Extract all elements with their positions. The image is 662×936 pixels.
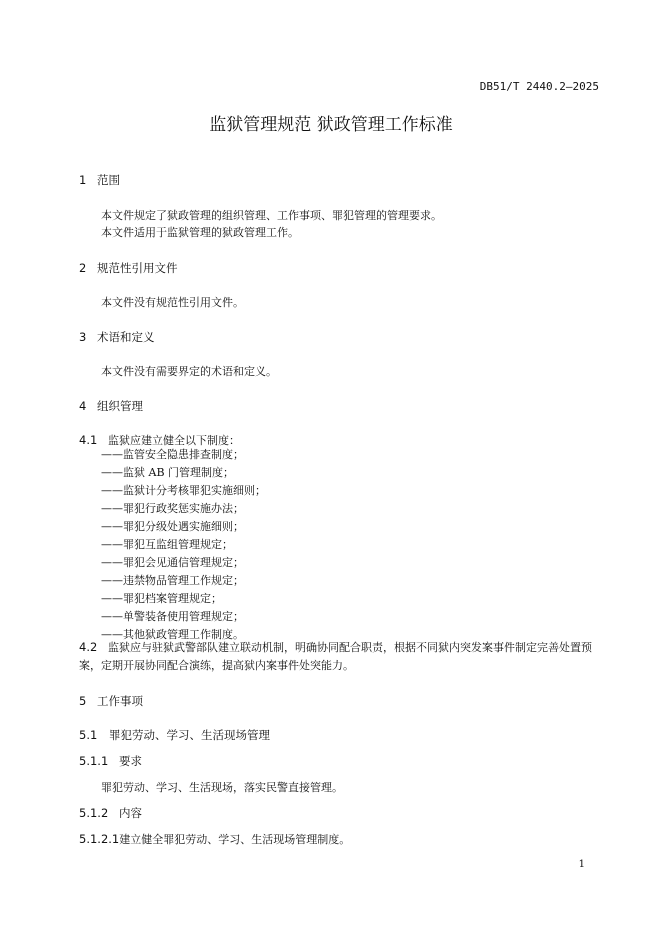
section-4-heading [79,398,143,414]
list-item: ——罪犯行政奖惩实施办法； [101,502,244,515]
subsection-title: 内容 [119,806,142,820]
list-item: ——监管安全隐患排查制度； [101,448,244,461]
section-title: 工作事项 [97,694,143,708]
document-title: 监狱管理规范 狱政管理工作标准 [209,115,453,135]
section-2-paragraph-1: 本文件没有规范性引用文件。 [101,296,244,309]
subsection-title: 要求 [119,754,142,768]
section-3-heading [79,329,155,345]
system-list [101,446,266,644]
document-code: DB51/T 2440.2—2025 [479,80,599,93]
subsection-5-1-heading [79,727,270,743]
section-number: 5 [79,694,87,708]
list-item: ——罪犯档案管理规定； [101,592,222,605]
section-title: 术语和定义 [97,330,155,344]
list-item: ——其他狱政管理工作制度。 [101,628,244,641]
clause-text: 监狱应建立健全以下制度： [108,434,240,447]
section-number: 1 [79,173,87,187]
clause-text: 建立健全罪犯劳动、学习、生活现场管理制度。 [119,833,351,846]
clause-number: 4.1 [79,433,98,447]
section-number: 3 [79,330,87,344]
section-3-paragraph-1: 本文件没有需要界定的术语和定义。 [101,365,277,378]
list-item: ——监狱计分考核罪犯实施细则； [101,484,266,497]
section-number: 4 [79,399,87,413]
list-item: ——监狱 AB 门管理制度； [101,466,235,479]
list-item: ——单警装备使用管理规定； [101,610,244,623]
list-item: ——违禁物品管理工作规定； [101,574,244,587]
subsection-5-1-1-heading [79,753,142,769]
subsection-5-1-1-paragraph: 罪犯劳动、学习、生活现场，落实民警直接管理。 [101,781,343,794]
section-number: 2 [79,261,87,275]
section-title: 范围 [97,173,120,187]
list-item: ——罪犯分级处遇实施细则； [101,520,244,533]
section-5-heading [79,693,143,709]
clause-5-1-2-1 [79,831,350,847]
clause-number: 4.2 [79,640,98,654]
subsection-number: 5.1.2 [79,806,109,820]
clause-4-2 [79,638,601,675]
subsection-title: 罪犯劳动、学习、生活现场管理 [109,728,270,742]
clause-number: 5.1.2.1 [79,832,120,846]
subsection-5-1-2-heading [79,805,142,821]
section-title: 组织管理 [97,399,143,413]
section-1-paragraph-1: 本文件规定了狱政管理的组织管理、工作事项、罪犯管理的管理要求。 [101,209,442,222]
section-title: 规范性引用文件 [97,261,178,275]
list-item: ——罪犯会见通信管理规定； [101,556,244,569]
section-1-paragraph-2: 本文件适用于监狱管理的狱政管理工作。 [101,226,299,239]
section-2-heading [79,260,178,276]
subsection-number: 5.1 [79,728,98,742]
section-1-heading [79,172,120,188]
clause-text: 监狱应与驻狱武警部队建立联动机制，明确协同配合职责，根据不同狱内突发案事件制定完善处置预案，定期开展协同配合演练，提高狱内案事件处突能力。 [79,641,592,672]
list-item: ——罪犯互监组管理规定； [101,538,233,551]
page-number: 1 [578,859,585,870]
subsection-number: 5.1.1 [79,754,109,768]
